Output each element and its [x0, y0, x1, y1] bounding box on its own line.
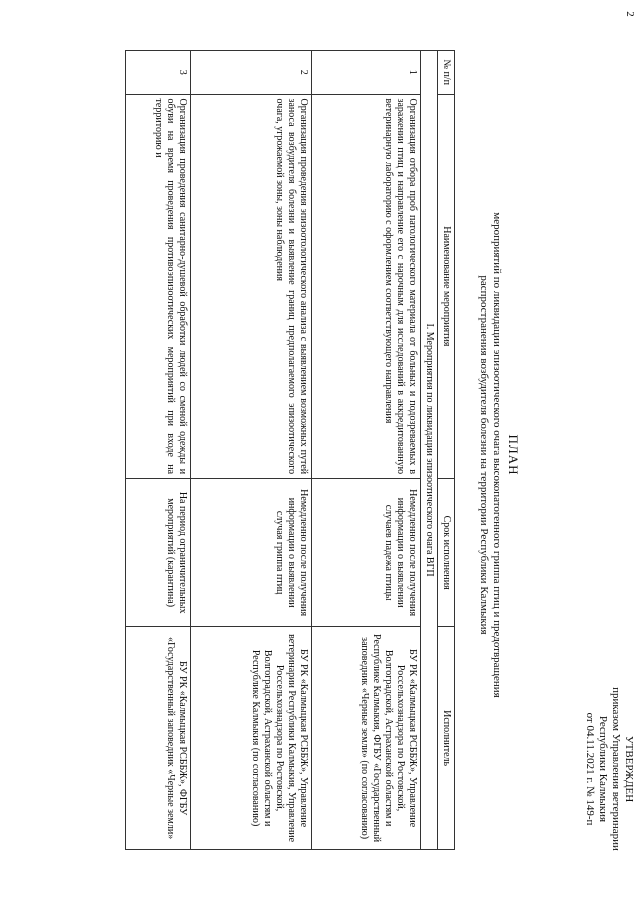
row-executor: БУ РК «Калмыцкая РСББЖ», Управление Россельхознадзора по Ростовской, Волгоградской, Астраханской областям и Республике Калмыкия, ФГБУ «Государственный заповедник «Черные земли» (по согласованию)	[312, 627, 421, 850]
table-header-row	[438, 51, 455, 850]
approval-line-1: УТВЕРЖДЕН	[623, 735, 635, 803]
row-term: Немедленно после получения информации о выявлении случая гриппа птиц	[191, 479, 312, 627]
plan-table	[125, 50, 455, 850]
plan-title-line-1: мероприятий по ликвидации эпизоотического очага высокопатогенного гриппа птиц и предотвращения	[491, 212, 503, 698]
page-number: 2	[623, 11, 636, 17]
row-num: 2	[191, 51, 312, 95]
rotated-content	[0, 20, 635, 890]
section-title: I. Мероприятия по ликвидации эпизоотического очага ВГП	[421, 51, 438, 850]
table-row	[312, 51, 421, 850]
table-row	[126, 51, 191, 850]
row-num: 3	[126, 51, 191, 95]
row-executor: БУ РК «Калмыцкая РСББЖ», ФГБУ «Государственный заповедник «Черные земли»	[126, 627, 191, 850]
header-executor: Исполнитель	[438, 627, 455, 850]
plan-title-line-2: распространения возбудителя болезни на территории Республики Калмыкия	[478, 275, 490, 635]
row-executor: БУ РК «Калмыцкая РСББЖ», Управление ветеринарии Республики Калмыкия, Управление Россельхознадзора по Ростовской, Волгоградской, Астраханской областям и Республике Калмыкия (по согласованию)	[191, 627, 312, 850]
approval-line-2: приказом Управления ветеринарии	[610, 687, 622, 851]
plan-title	[477, 20, 520, 890]
approval-stamp	[583, 654, 635, 884]
table-row	[191, 51, 312, 850]
header-term: Срок исполнения	[438, 479, 455, 627]
row-name: Организация проведения эпизоотологического анализа с выявлением возможных путей заноса возбудителя болезни и выявление границ предполагаемого эпизоотического очага, угрожаемой зоны, зоны наблюдения	[191, 94, 312, 479]
approval-line-3: Республики Калмыкия	[597, 715, 609, 823]
section-row	[421, 51, 438, 850]
row-term: Немедленно после получения информации о выявлении случаев падежа птицы	[312, 479, 421, 627]
header-name: Наименование мероприятия	[438, 94, 455, 479]
header-num: № п/п	[438, 51, 455, 95]
row-term: На период ограничительных мероприятий (карантина)	[126, 479, 191, 627]
row-name: Организация проведения санитарно-душевой обработки людей со сменой одежды и обуви на время проведения противоэпизоотических мероприятий при входе на территорию и	[126, 94, 191, 479]
row-name: Организация отбора проб патологического материала от больных и подозреваемых в заражении птиц и направление его с нарочным для исследований в аккредитованную ветеринарную лабораторию с оформлением соответствующего направления	[312, 94, 421, 479]
approval-line-4: от 04.11.2021 г. № 149-п	[584, 712, 596, 826]
plan-heading: ПЛАН	[506, 434, 521, 476]
row-num: 1	[312, 51, 421, 95]
